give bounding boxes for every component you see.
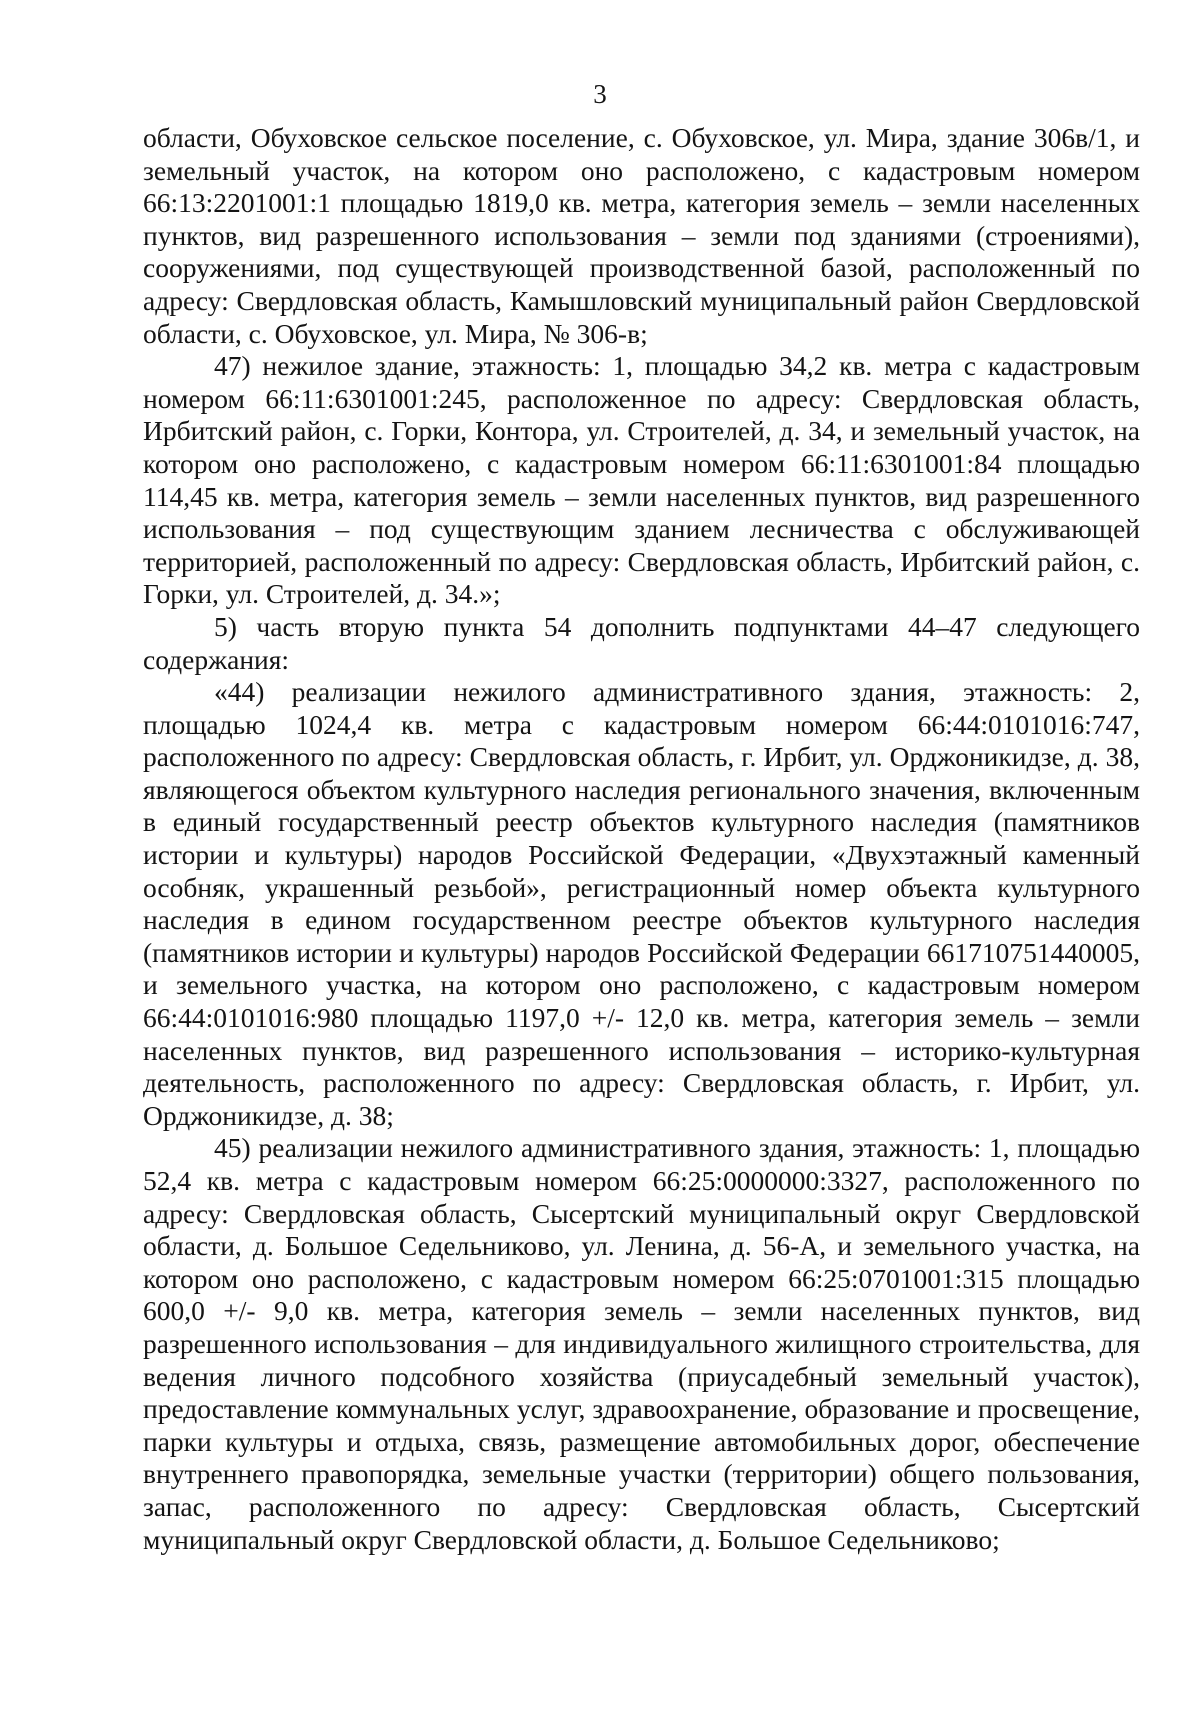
paragraph-item-47: 47) нежилое здание, этажность: 1, площадью 34,2 кв. метра с кадастровым номером 66:11:6301001:245, расположенное по адресу: Свердловская область, Ирбитский район, с. Горки, Контора, ул. Строителей, д. 34, и земельный участок, на котором оно расположено, с кадастровым номером 66:11:6301001:84 площадью 114,45 кв. метра, категория земель – земли населенных пунктов, вид разрешенного использования – под существующим зданием лесничества с обслуживающей территорией, расположенный по адресу: Свердловская область, Ирбитский район, с. Горки, ул. Строителей, д. 34.»; bbox=[143, 350, 1140, 610]
paragraph-item-44: «44) реализации нежилого административного здания, этажность: 2, площадью 1024,4 кв. метра с кадастровым номером 66:44:0101016:747, расположенного по адресу: Свердловская область, г. Ирбит, ул. Орджоникидзе, д. 38, являющегося объектом культурного наследия регионального значения, включенным в единый государственный реестр объектов культурного наследия (памятников истории и культуры) народов Российской Федерации, «Двухэтажный каменный особняк, украшенный резьбой», регистрационный номер объекта культурного наследия в едином государственном реестре объектов культурного наследия (памятников истории и культуры) народов Российской Федерации 661710751440005, и земельного участка, на котором оно расположено, с кадастровым номером 66:44:0101016:980 площадью 1197,0 +/- 12,0 кв. метра, категория земель – земли населенных пунктов, вид разрешенного использования – историко-культурная деятельность, расположенного по адресу: Свердловская область, г. Ирбит, ул. Орджоникидзе, д. 38; bbox=[143, 676, 1140, 1131]
paragraph-item-45: 45) реализации нежилого административного здания, этажность: 1, площадью 52,4 кв. метра с кадастровым номером 66:25:0000000:3327, расположенного по адресу: Свердловская область, Сысертский муниципальный округ Свердловской области, д. Большое Седельниково, ул. Ленина, д. 56-А, и земельного участка, на котором оно расположено, с кадастровым номером 66:25:0701001:315 площадью 600,0 +/- 9,0 кв. метра, категория земель – земли населенных пунктов, вид разрешенного использования – для индивидуального жилищного строительства, для ведения личного подсобного хозяйства (приусадебный земельный участок), предоставление коммунальных услуг, здравоохранение, образование и просвещение, парки культуры и отдыха, связь, размещение автомобильных дорог, обеспечение внутреннего правопорядка, земельные участки (территории) общего пользования, запас, расположенного по адресу: Свердловская область, Сысертский муниципальный округ Свердловской области, д. Большое Седельниково; bbox=[143, 1132, 1140, 1555]
paragraph-continuation: области, Обуховское сельское поселение, с. Обуховское, ул. Мира, здание 306в/1, и земельный участок, на котором оно расположено, с кадастровым номером 66:13:2201001:1 площадью 1819,0 кв. метра, категория земель – земли населенных пунктов, вид разрешенного использования – земли под зданиями (строениями), сооружениями, под существующей производственной базой, расположенный по адресу: Свердловская область, Камышловский муниципальный район Свердловской области, с. Обуховское, ул. Мира, № 306-в; bbox=[143, 122, 1140, 349]
document-body bbox=[143, 122, 1140, 1556]
paragraph-item-5: 5) часть вторую пункта 54 дополнить подпунктами 44–47 следующего содержания: bbox=[143, 610, 1140, 675]
page-number: 3 bbox=[593, 79, 607, 109]
